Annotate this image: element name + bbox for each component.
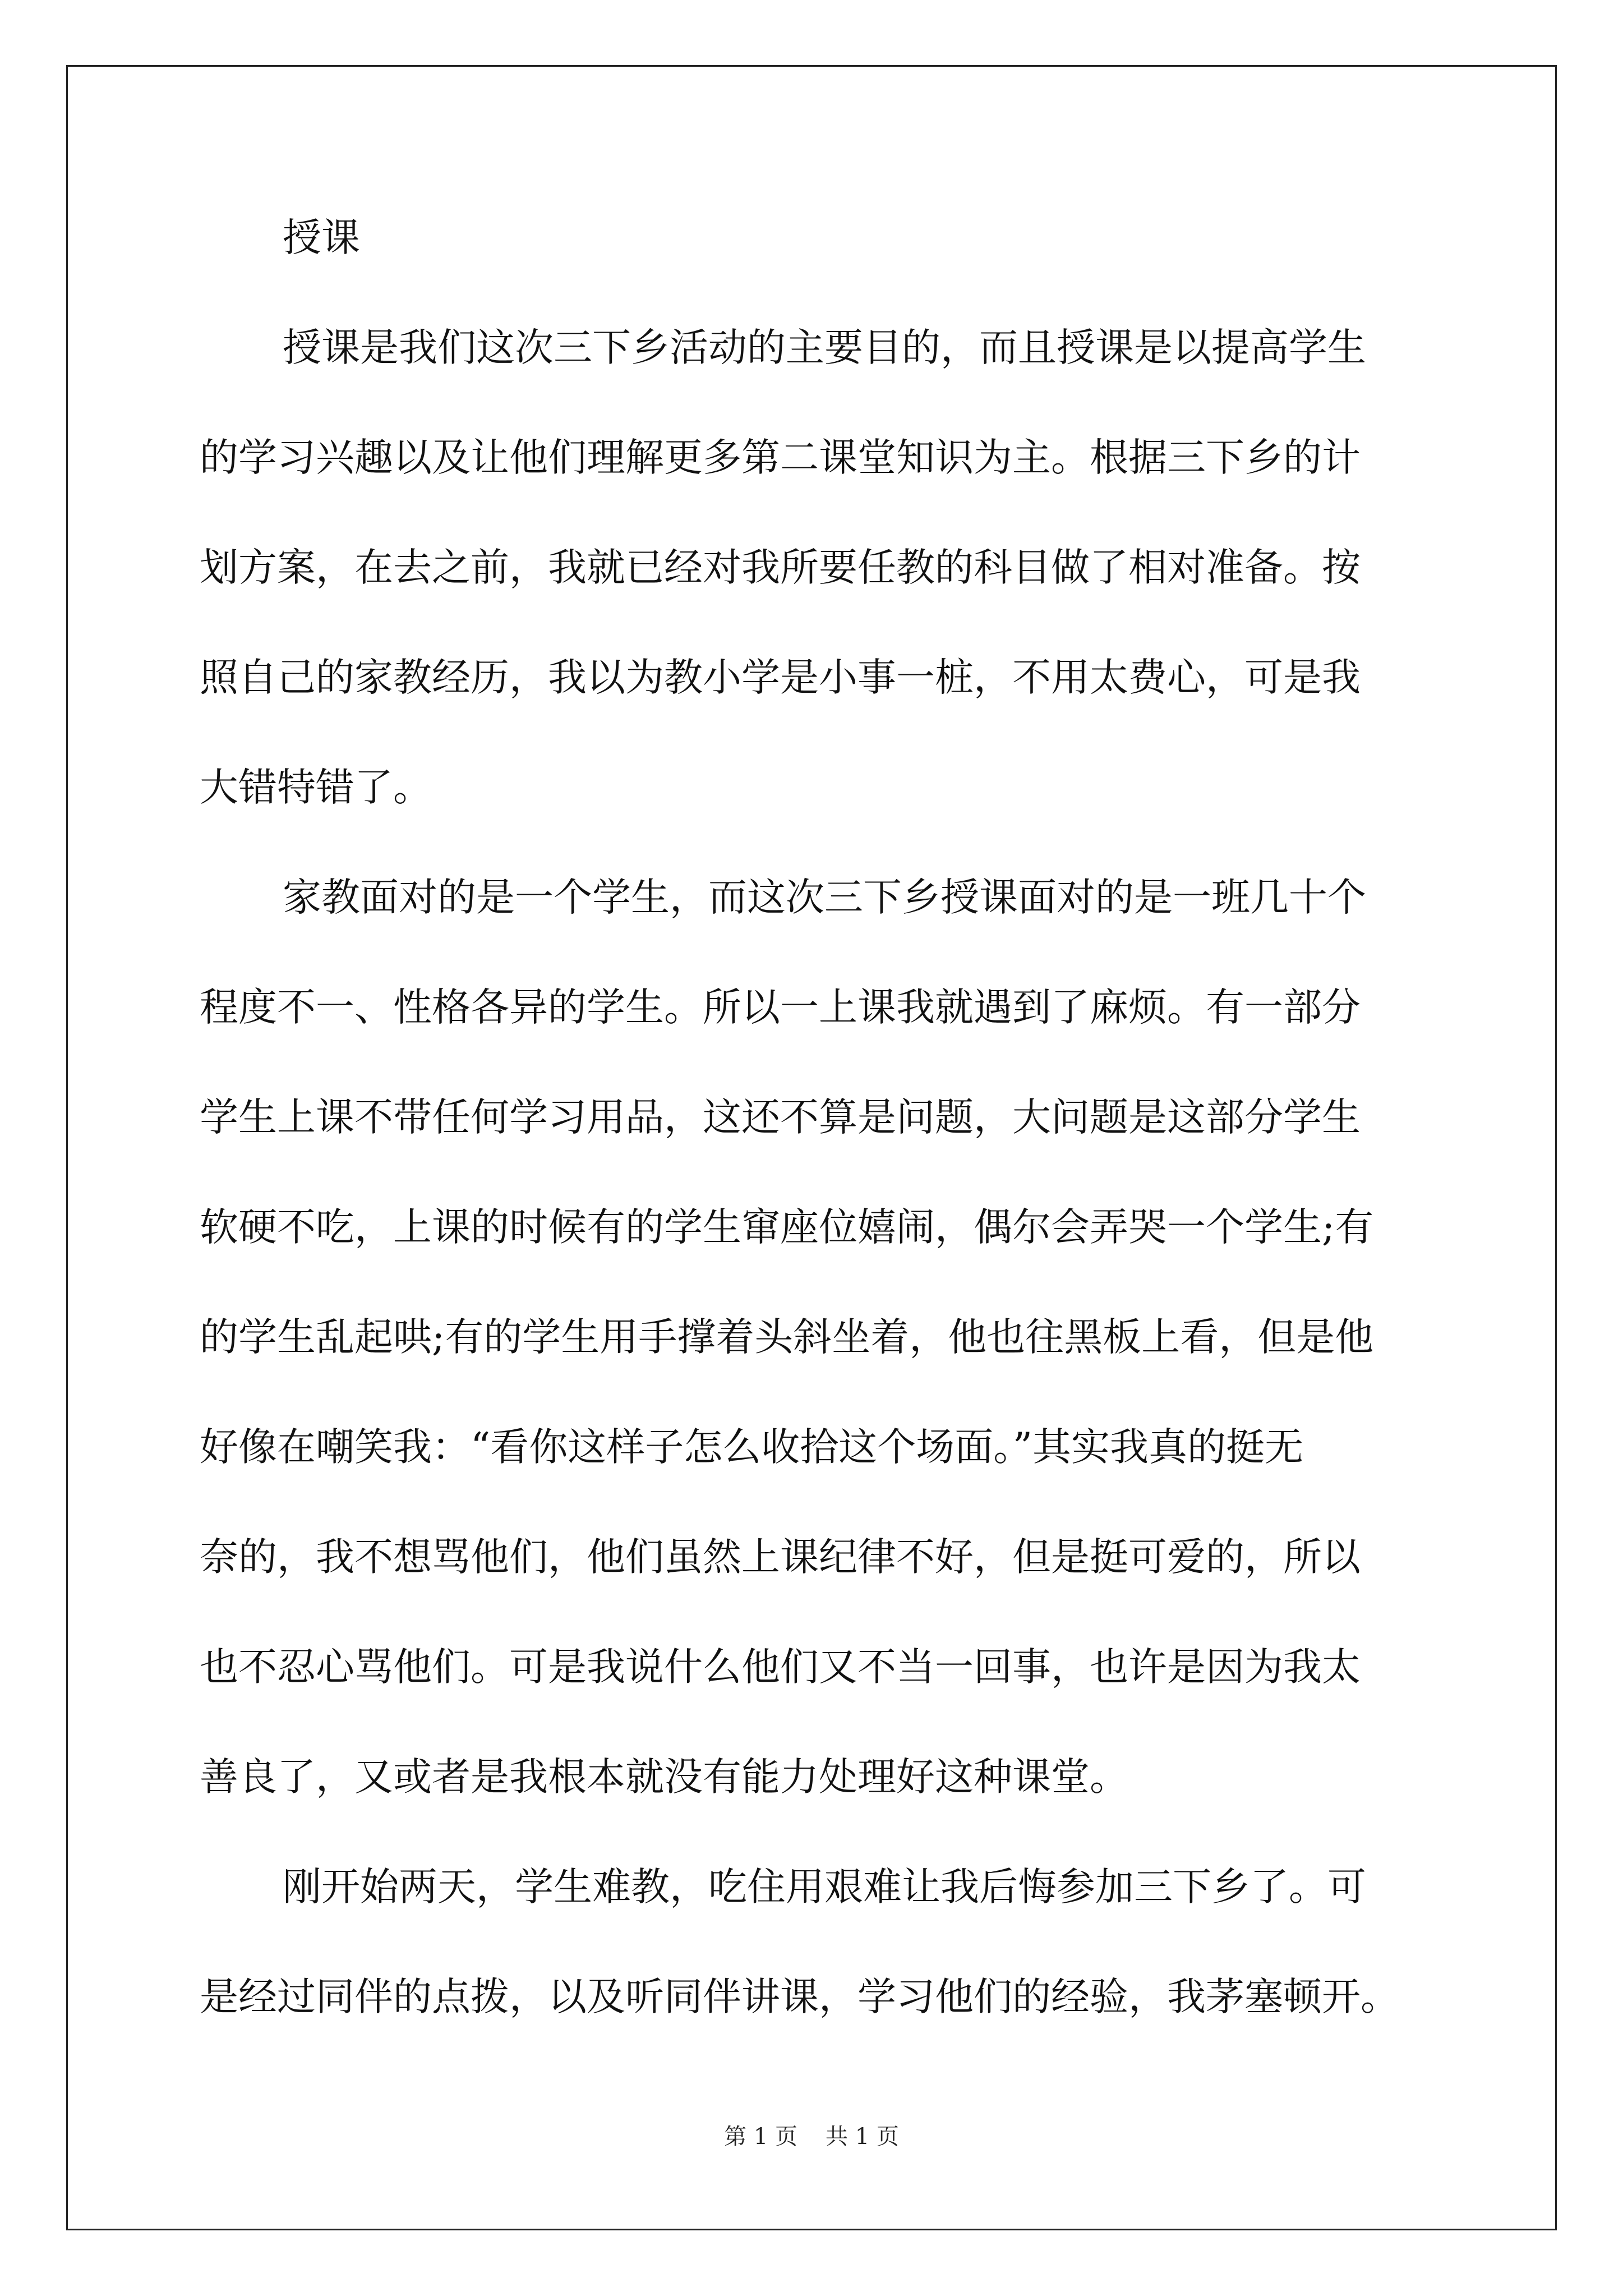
paragraph-line: 善良了，又或者是我根本就没有能力处理好这种课堂。 <box>200 1755 1128 1800</box>
paragraph-line: 学生上课不带任何学习用品，这还不算是问题，大问题是这部分学生 <box>200 1095 1361 1140</box>
paragraph-line: 程度不一、性格各异的学生。所以一上课我就遇到了麻烦。有一部分 <box>200 985 1361 1030</box>
paragraph-1 <box>200 325 1428 878</box>
paragraph-3 <box>200 1865 1428 2088</box>
paragraph-line: 软硬不吃，上课的时候有的学生窜座位嬉闹，偶尔会弄哭一个学生;有 <box>200 1205 1374 1250</box>
paragraph-line: 的学生乱起哄;有的学生用手撑着头斜坐着，他也往黑板上看，但是他 <box>200 1315 1374 1360</box>
paragraph-line: 奈的，我不想骂他们，他们虽然上课纪律不好，但是挺可爱的，所以 <box>200 1535 1361 1580</box>
section-heading: 授课 <box>283 215 360 260</box>
paragraph-line: 大错特错了。 <box>200 765 432 810</box>
paragraph-line: 也不忍心骂他们。可是我说什么他们又不当一回事，也许是因为我太 <box>200 1645 1361 1690</box>
paragraph-2 <box>200 875 1428 1868</box>
paragraph-line: 是经过同伴的点拨，以及听同伴讲课，学习他们的经验，我茅塞顿开。 <box>200 1975 1399 2019</box>
document-body <box>200 215 1428 2088</box>
paragraph-line: 刚开始两天，学生难教，吃住用艰难让我后悔参加三下乡了。可 <box>283 1865 1366 1910</box>
paragraph-line: 好像在嘲笑我：“看你这样子怎么收拾这个场面。”其实我真的挺无 <box>200 1425 1304 1470</box>
page-footer <box>0 2124 1623 2149</box>
paragraph-line: 的学习兴趣以及让他们理解更多第二课堂知识为主。根据三下乡的计 <box>200 435 1361 480</box>
paragraph-line: 划方案，在去之前，我就已经对我所要任教的科目做了相对准备。按 <box>200 545 1361 590</box>
paragraph-line: 家教面对的是一个学生，而这次三下乡授课面对的是一班几十个 <box>283 875 1366 920</box>
page-number: 第 1 页 <box>724 2124 797 2150</box>
page-count: 共 1 页 <box>826 2124 899 2150</box>
paragraph-line: 照自己的家教经历，我以为教小学是小事一桩，不用太费心，可是我 <box>200 655 1361 700</box>
paragraph-line: 授课是我们这次三下乡活动的主要目的，而且授课是以提高学生 <box>283 325 1366 370</box>
